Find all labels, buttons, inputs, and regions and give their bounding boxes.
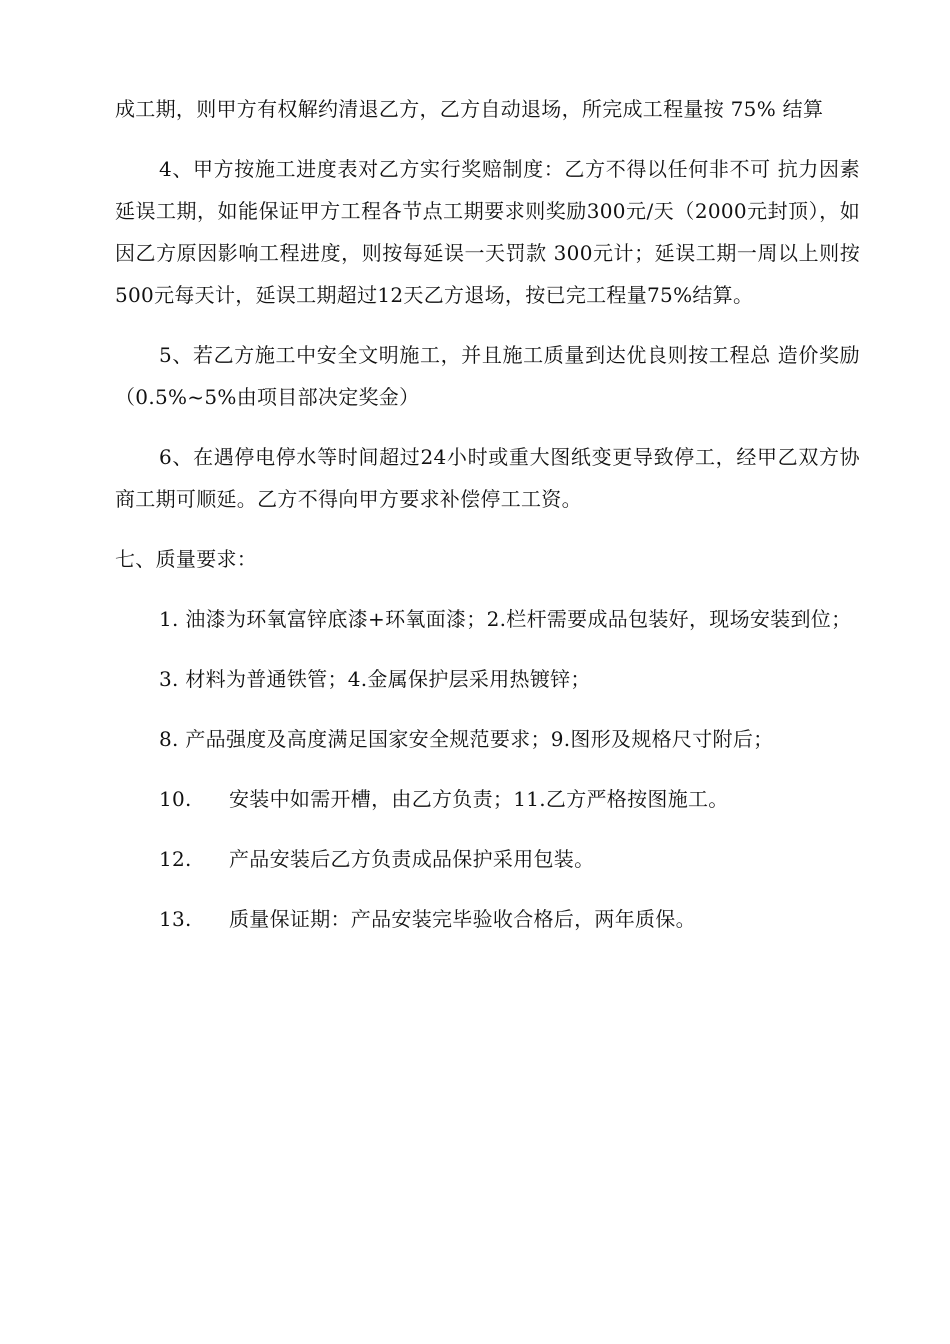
quality-requirement-1-2: 1. 油漆为环氧富锌底漆+环氧面漆；2.栏杆需要成品包装好，现场安装到位； [159,607,852,631]
paragraph-clause-4: 4、甲方按施工进度表对乙方实行奖赔制度：乙方不得以任何非不可 抗力因素延误工期，如能保证甲方工程各节点工期要求则奖励300元/天（2000元封顶），如因乙方原因影响工程进度，则按每延误一天罚款 300元计；延误工期一周以上则按500元每天计，延误工期超过12天乙方退场，按已完工程量75%结算。 [115,157,860,307]
list-number: 12. [159,847,192,871]
list-item-text: 质量保证期：产品安装完毕验收合格后，两年质保。 [229,907,696,931]
paragraph-spacer [115,760,860,778]
paragraph-spacer [115,580,860,598]
quality-requirement-10 [115,778,860,820]
paragraph-clause-6: 6、在遇停电停水等时间超过24小时或重大图纸变更导致停工，经甲乙双方协商工期可顺延。乙方不得向甲方要求补偿停工工资。 [115,445,860,511]
paragraph-spacer [115,640,860,658]
section-heading-quality: 七、质量要求： [115,547,258,571]
list-number: 13. [159,907,192,931]
paragraph-continuation: 成工期，则甲方有权解约清退乙方，乙方自动退场，所完成工程量按 75% 结算 [115,97,824,121]
list-item-text: 产品安装后乙方负责成品保护采用包装。 [229,847,595,871]
paragraph-spacer [115,418,860,436]
paragraph-spacer [115,880,860,898]
paragraph-spacer [115,316,860,334]
list-item-text: 安装中如需开槽，由乙方负责；11.乙方严格按图施工。 [229,787,729,811]
paragraph-spacer [115,700,860,718]
quality-requirement-3-4: 3. 材料为普通铁管；4.金属保护层采用热镀锌； [159,667,591,691]
paragraph-spacer [115,820,860,838]
paragraph-spacer [115,520,860,538]
quality-requirement-8-9: 8. 产品强度及高度满足国家安全规范要求；9.图形及规格尺寸附后； [159,727,774,751]
list-number: 10. [159,787,192,811]
quality-requirement-13 [115,898,860,940]
paragraph-clause-5: 5、若乙方施工中安全文明施工，并且施工质量到达优良则按工程总 造价奖励（0.5%~5%由项目部决定奖金） [115,343,860,409]
quality-requirement-12 [115,838,860,880]
paragraph-spacer [115,130,860,148]
document-body [115,88,860,940]
